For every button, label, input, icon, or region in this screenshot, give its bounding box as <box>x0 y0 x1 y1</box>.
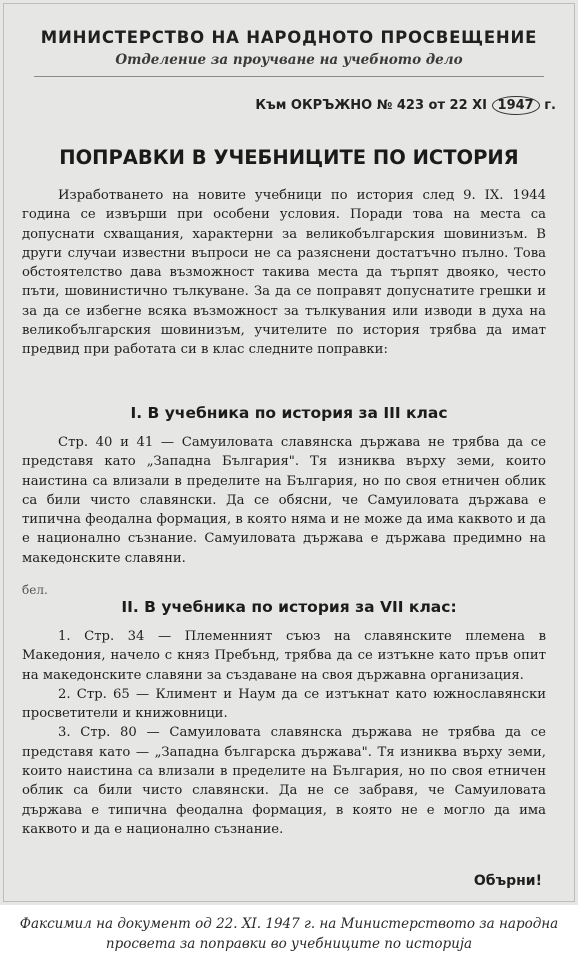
section1-title: I. В учебника по история за III клас <box>130 404 448 422</box>
reference-suffix: г. <box>544 98 556 113</box>
ministry-heading: МИНИСТЕРСТВО НА НАРОДНОТО ПРОСВЕЩЕНИЕ <box>40 28 538 47</box>
header-divider <box>34 76 544 77</box>
section1-paragraph: Стр. 40 и 41 — Самуиловата славянска държава не трябва да се представя като „Западна България". Тя изниква върху земи, които наистина са влизали в пределите на България, но по своя етничен облик са били чисто славянски. Да се обясни, че Самуиловата държава е типична феодална формация, в която няма и не може да има каквото и да е национално съзнание. Самуиловата държава е държава предимно на македонските славяни. <box>22 435 546 566</box>
caption-line-2: просвета за поправки во учебниците по историја <box>105 936 473 952</box>
facsimile-caption <box>0 914 578 954</box>
section2-block <box>22 627 546 839</box>
reference-year-circled: 1947 <box>492 96 540 115</box>
department-subheading: Отделение за проучване на учебното дело <box>115 52 463 68</box>
turn-over-note: Обърни! <box>473 873 542 889</box>
reference-prefix: Към ОКРЪЖНО № 423 от 22 XI <box>255 98 488 113</box>
section2-item: 2. Стр. 65 — Климент и Наум да се изтъкнат като южнославянски просветители и книжовници. <box>22 686 546 722</box>
section2-item: 3. Стр. 80 — Самуиловата славянска държава не трябва да се представя като — „Западна българска държава". Тя изниква върху земи, които наистина са влизали в пределите на България, но по своя етничен облик са били чисто славянски. Да не се забравя, че Самуиловата държава е типична феодална формация, в която не е могло да има каквото и да е национално съзнание. <box>22 725 546 837</box>
intro-paragraph: Изработването на новите учебници по история след 9. IX. 1944 година се извърши при особени условия. Поради това на места са допуснати схващания, характерни за великобългарския шовинизъм. В други случаи известни въпроси не са разяснени достатъчно пълно. Това обстоятелство дава възможност такива места да търпят двояко, често пъти, шовинистично тълкуване. За да се поправят допуснатите грешки и за да се избегне всяка възможност за тълкувания или изводи в духа на великобългарския шовинизъм, учителите по история трябва да имат предвид при работата си в клас следните поправки: <box>22 188 546 358</box>
section2-title: II. В учебника по история за VII клас: <box>121 598 457 616</box>
section2-item: 1. Стр. 34 — Племенният съюз на славянските племена в Македония, начело с княз Пребънд, трябва да се изтъкне като пръв опит на македонските славяни за създаване на своя държавна организация. <box>22 629 546 683</box>
intro-paragraph-block <box>22 186 546 360</box>
margin-mark: бел. <box>22 583 48 597</box>
section1-block <box>22 433 546 568</box>
document-title: ПОПРАВКИ В УЧЕБНИЦИТЕ ПО ИСТОРИЯ <box>59 146 519 169</box>
caption-line-1: Факсимил на документ од 22. XI. 1947 г. на Министерството за народна <box>19 916 559 932</box>
circular-reference <box>255 96 556 115</box>
